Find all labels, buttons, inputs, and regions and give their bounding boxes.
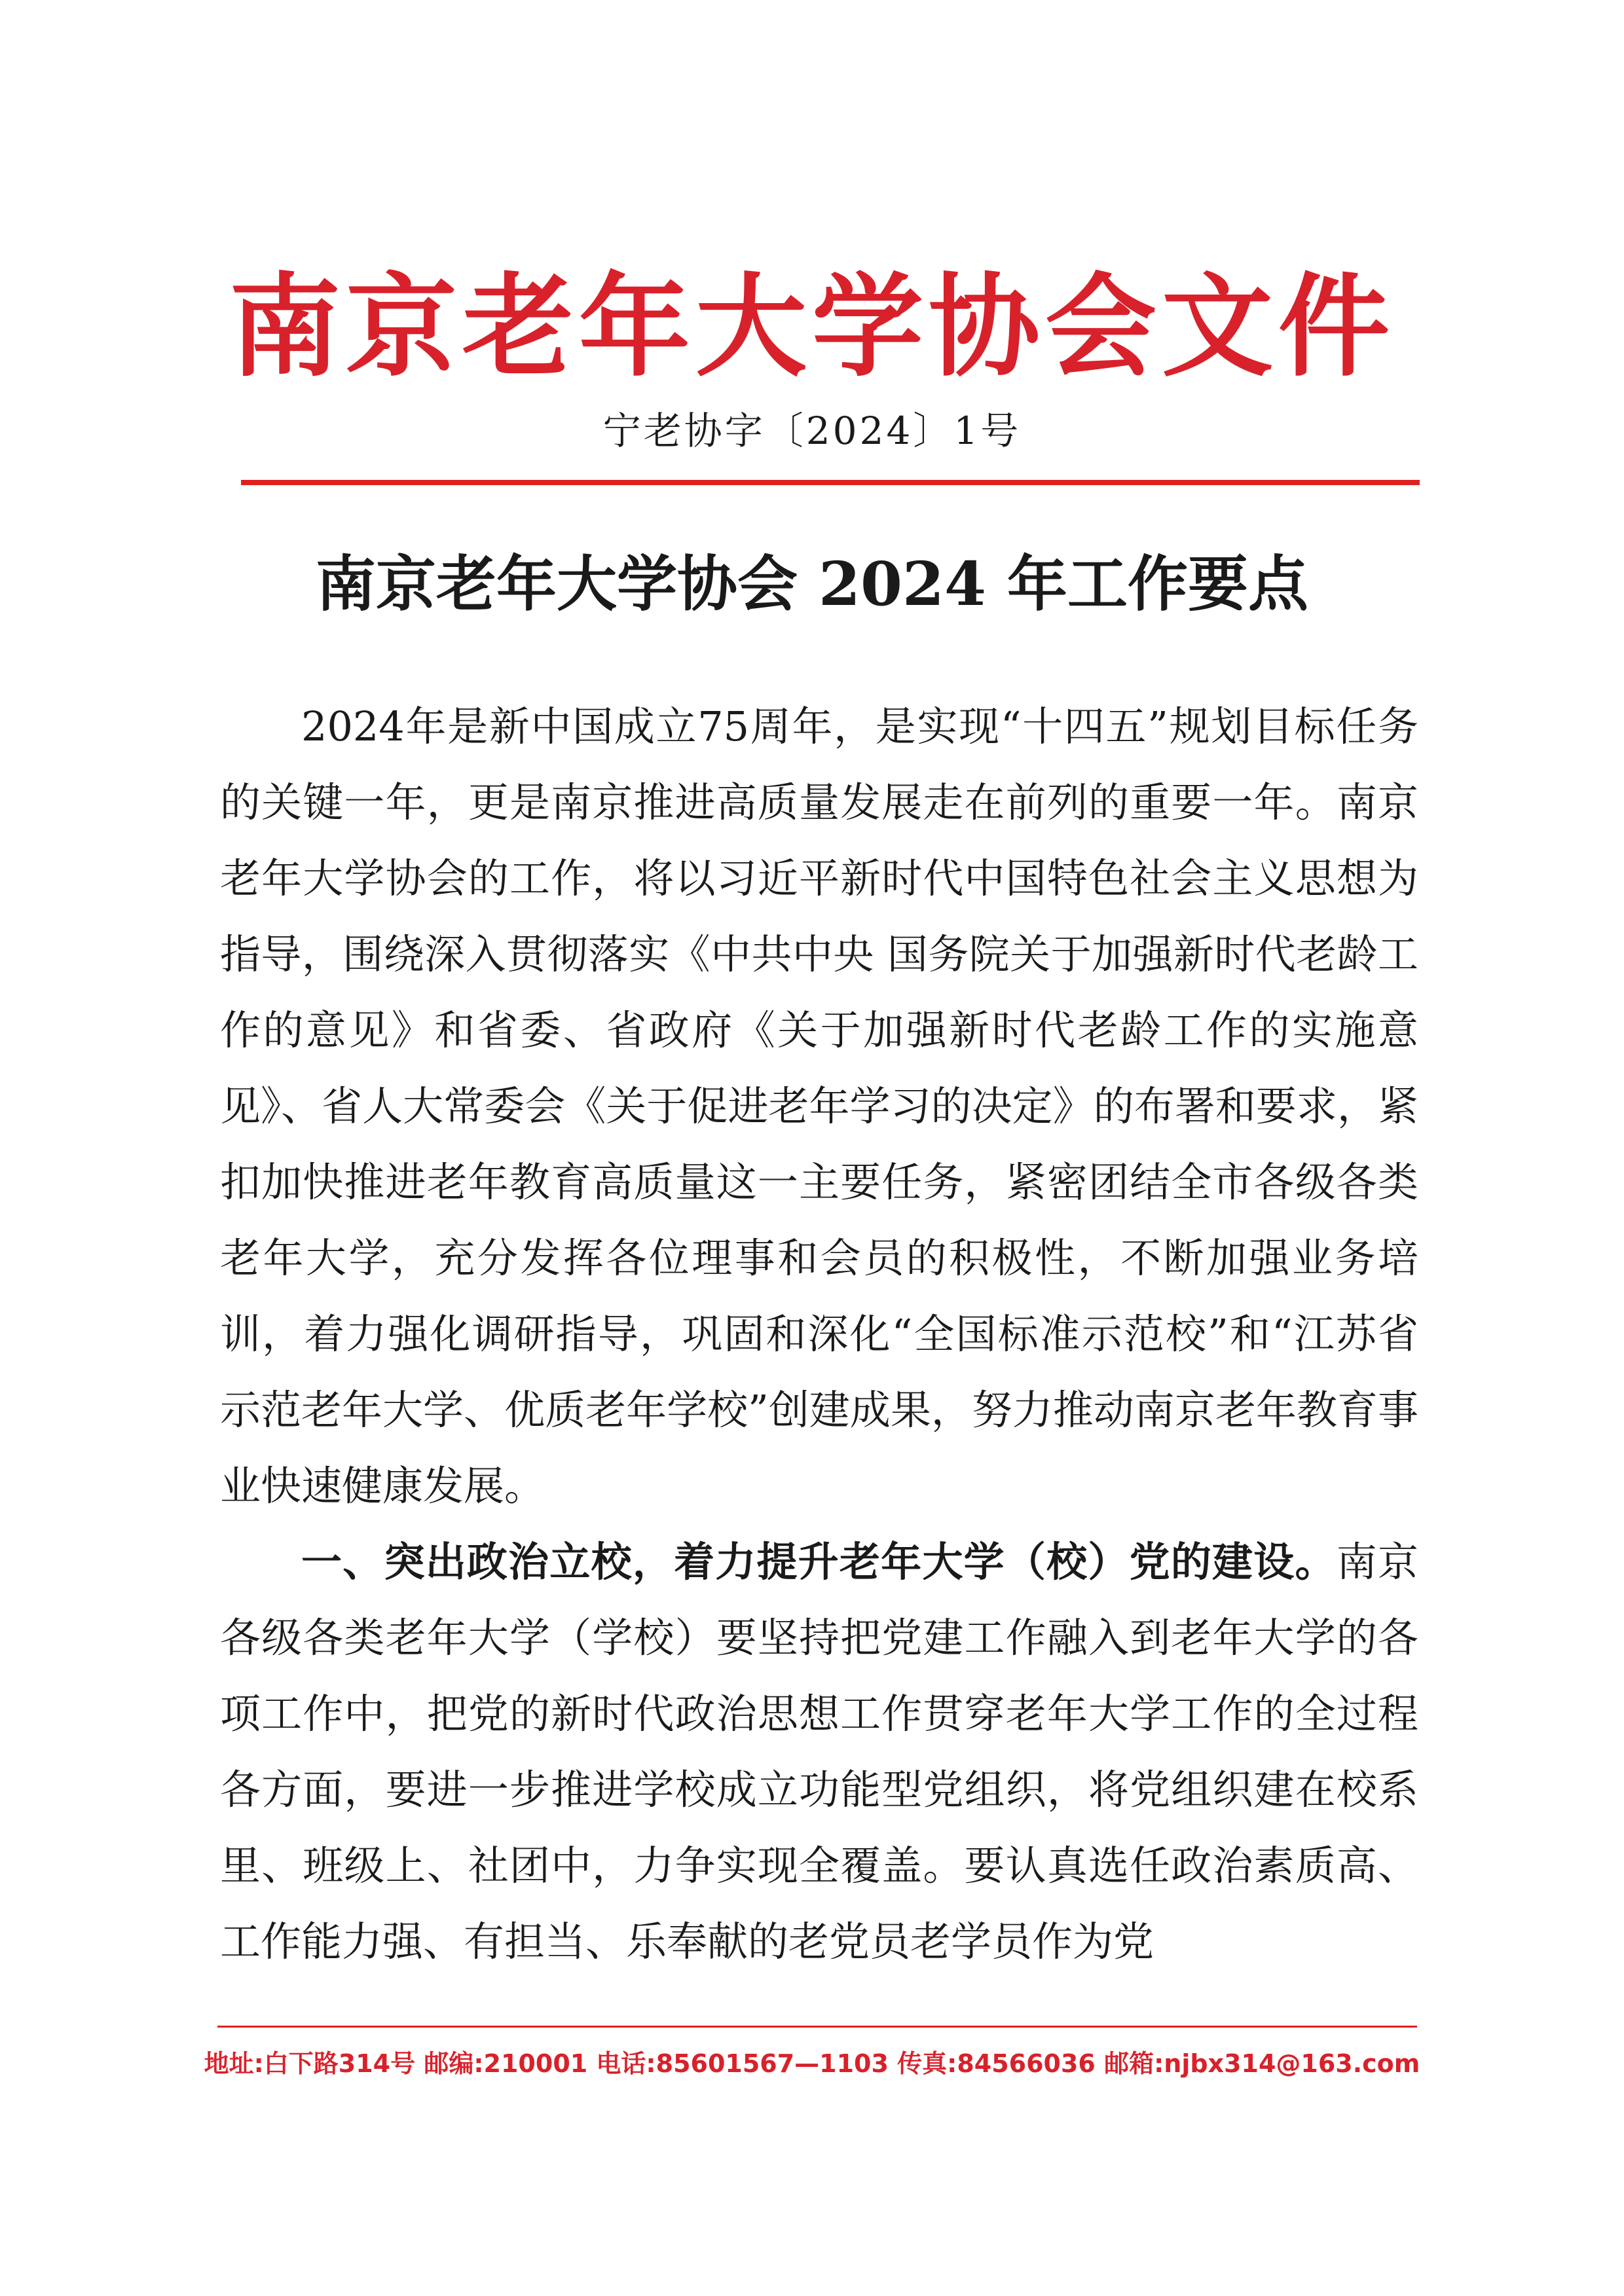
body-text — [220, 689, 1418, 1980]
document-number: 宁老协字〔2024〕1号 — [602, 409, 1022, 453]
paragraph-section-1 — [220, 1524, 1418, 1980]
masthead-title: 南京老年大学协会文件 — [229, 263, 1395, 392]
paragraph-intro — [220, 689, 1418, 1524]
paragraph-intro-text: 2024年是新中国成立75周年，是实现“十四五”规划目标任务的关键一年，更是南京推进高质量发展走在前列的重要一年。南京老年大学协会的工作，将以习近平新时代中国特色社会主义思想为指导，围绕深入贯彻落实《中共中央 国务院关于加强新时代老龄工作的意见》和省委、省政府《关于加强新时代老龄工作的实施意见》、省人大常委会《关于促进老年学习的决定》的布署和要求，紧扣加快推进老年教育高质量这一主要任务，紧密团结全市各级各类老年大学，充分发挥各位理事和会员的积极性，不断加强业务培训，着力强化调研指导，巩固和深化“全国标准示范校”和“江苏省示范老年大学、优质老年学校”创建成果，努力推动南京老年教育事业快速健康发展。 — [220, 702, 1418, 1510]
footer-contact-info: 地址:白下路314号 邮编:210001 电话:85601567—1103 传真:84566036 邮箱:njbx314@163.com — [204, 2049, 1420, 2078]
section-1-heading: 一、突出政治立校，着力提升老年大学（校）党的建设。 — [301, 1538, 1337, 1586]
footer-red-rule — [217, 2026, 1417, 2028]
masthead-red-rule — [241, 480, 1420, 485]
document-title: 南京老年大学协会 2024 年工作要点 — [315, 549, 1309, 619]
section-1-text: 南京各级各类老年大学（学校）要坚持把党建工作融入到老年大学的各项工作中，把党的新时代政治思想工作贯穿老年大学工作的全过程各方面，要进一步推进学校成立功能型党组织，将党组织建在校系里、班级上、社团中，力争实现全覆盖。要认真选任政治素质高、工作能力强、有担当、乐奉献的老党员老学员作为党 — [220, 1538, 1418, 1965]
